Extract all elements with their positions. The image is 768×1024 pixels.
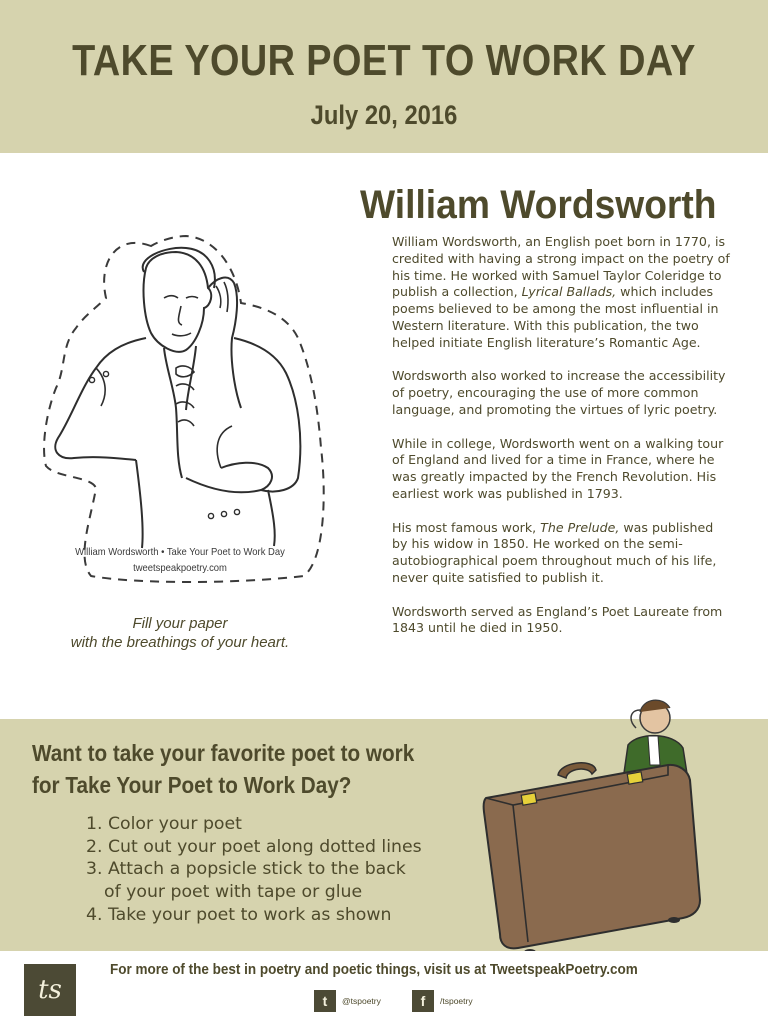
footer-promo-text: For more of the best in poetry and poetic things, visit us at TweetspeakPoetry.com bbox=[110, 962, 638, 978]
list-item: of your poet with tape or glue bbox=[104, 882, 363, 903]
list-item: 2. Cut out your poet along dotted lines bbox=[86, 836, 422, 857]
list-item: 3. Attach a popsicle stick to the back bbox=[86, 859, 406, 880]
figure-caption: William Wordsworth • Take Your Poet to Work Day bbox=[75, 546, 285, 558]
list-item: 4. Take your poet to work as shown bbox=[86, 904, 392, 925]
list-item: 1. Color your poet bbox=[86, 814, 242, 834]
facebook-icon: f bbox=[412, 990, 434, 1012]
poet-cutout-figure bbox=[36, 228, 336, 588]
figure-caption-url: tweetspeakpoetry.com bbox=[133, 562, 227, 574]
poet-quote-line: with the breathings of your heart. bbox=[70, 634, 290, 651]
instructions-heading: Want to take your favorite poet to work for Take Your Poet to Work Day? bbox=[32, 740, 415, 798]
twitter-icon: t bbox=[314, 990, 336, 1012]
poet-quote-line: Fill your paper bbox=[132, 615, 228, 632]
dotted-cut-line bbox=[44, 236, 324, 582]
event-date: July 20, 2016 bbox=[310, 100, 458, 130]
tweetspeak-logo[interactable]: ts bbox=[24, 964, 76, 1016]
facebook-link[interactable]: f /tspoetry bbox=[412, 990, 473, 1012]
poet-drawing bbox=[36, 228, 336, 588]
instruction-steps bbox=[86, 813, 422, 927]
twitter-link[interactable]: t @tspoetry bbox=[314, 990, 381, 1012]
bio-paragraph: His most famous work, The Prelude, was published by his widow in 1850. He worked on the semi-autobiographical poem throughout much of his life, never quite satisfied to publish it. bbox=[392, 519, 717, 585]
poet-name: William Wordsworth bbox=[360, 183, 717, 227]
bio-paragraph: Wordsworth also worked to increase the accessibility of poetry, encouraging the use of more common language, and promoting the virtues of lyric poetry. bbox=[392, 368, 726, 417]
bio-paragraph: Wordsworth served as England’s Poet Laureate from 1843 until he died in 1950. bbox=[392, 603, 723, 636]
header-banner bbox=[0, 0, 768, 153]
bio-paragraph: While in college, Wordsworth went on a walking tour of England and lived for a time in France, where he was greatly impacted by the French Revolution. His earliest work was published in 1793. bbox=[392, 435, 724, 501]
suitcase-illustration bbox=[478, 690, 718, 960]
poet-bio bbox=[392, 234, 732, 654]
bio-paragraph: William Wordsworth, an English poet born in 1770, is credited with having a strong impact on the poetry of his time. He worked with Samuel Taylor Coleridge to publish a collection, Lyrical Ballads, which includes poems believed to be among the most influential in Western literature. With this publication, the two helped initiate English literature’s Romantic Age. bbox=[392, 234, 730, 350]
page-title: TAKE YOUR POET TO WORK DAY bbox=[72, 36, 696, 85]
